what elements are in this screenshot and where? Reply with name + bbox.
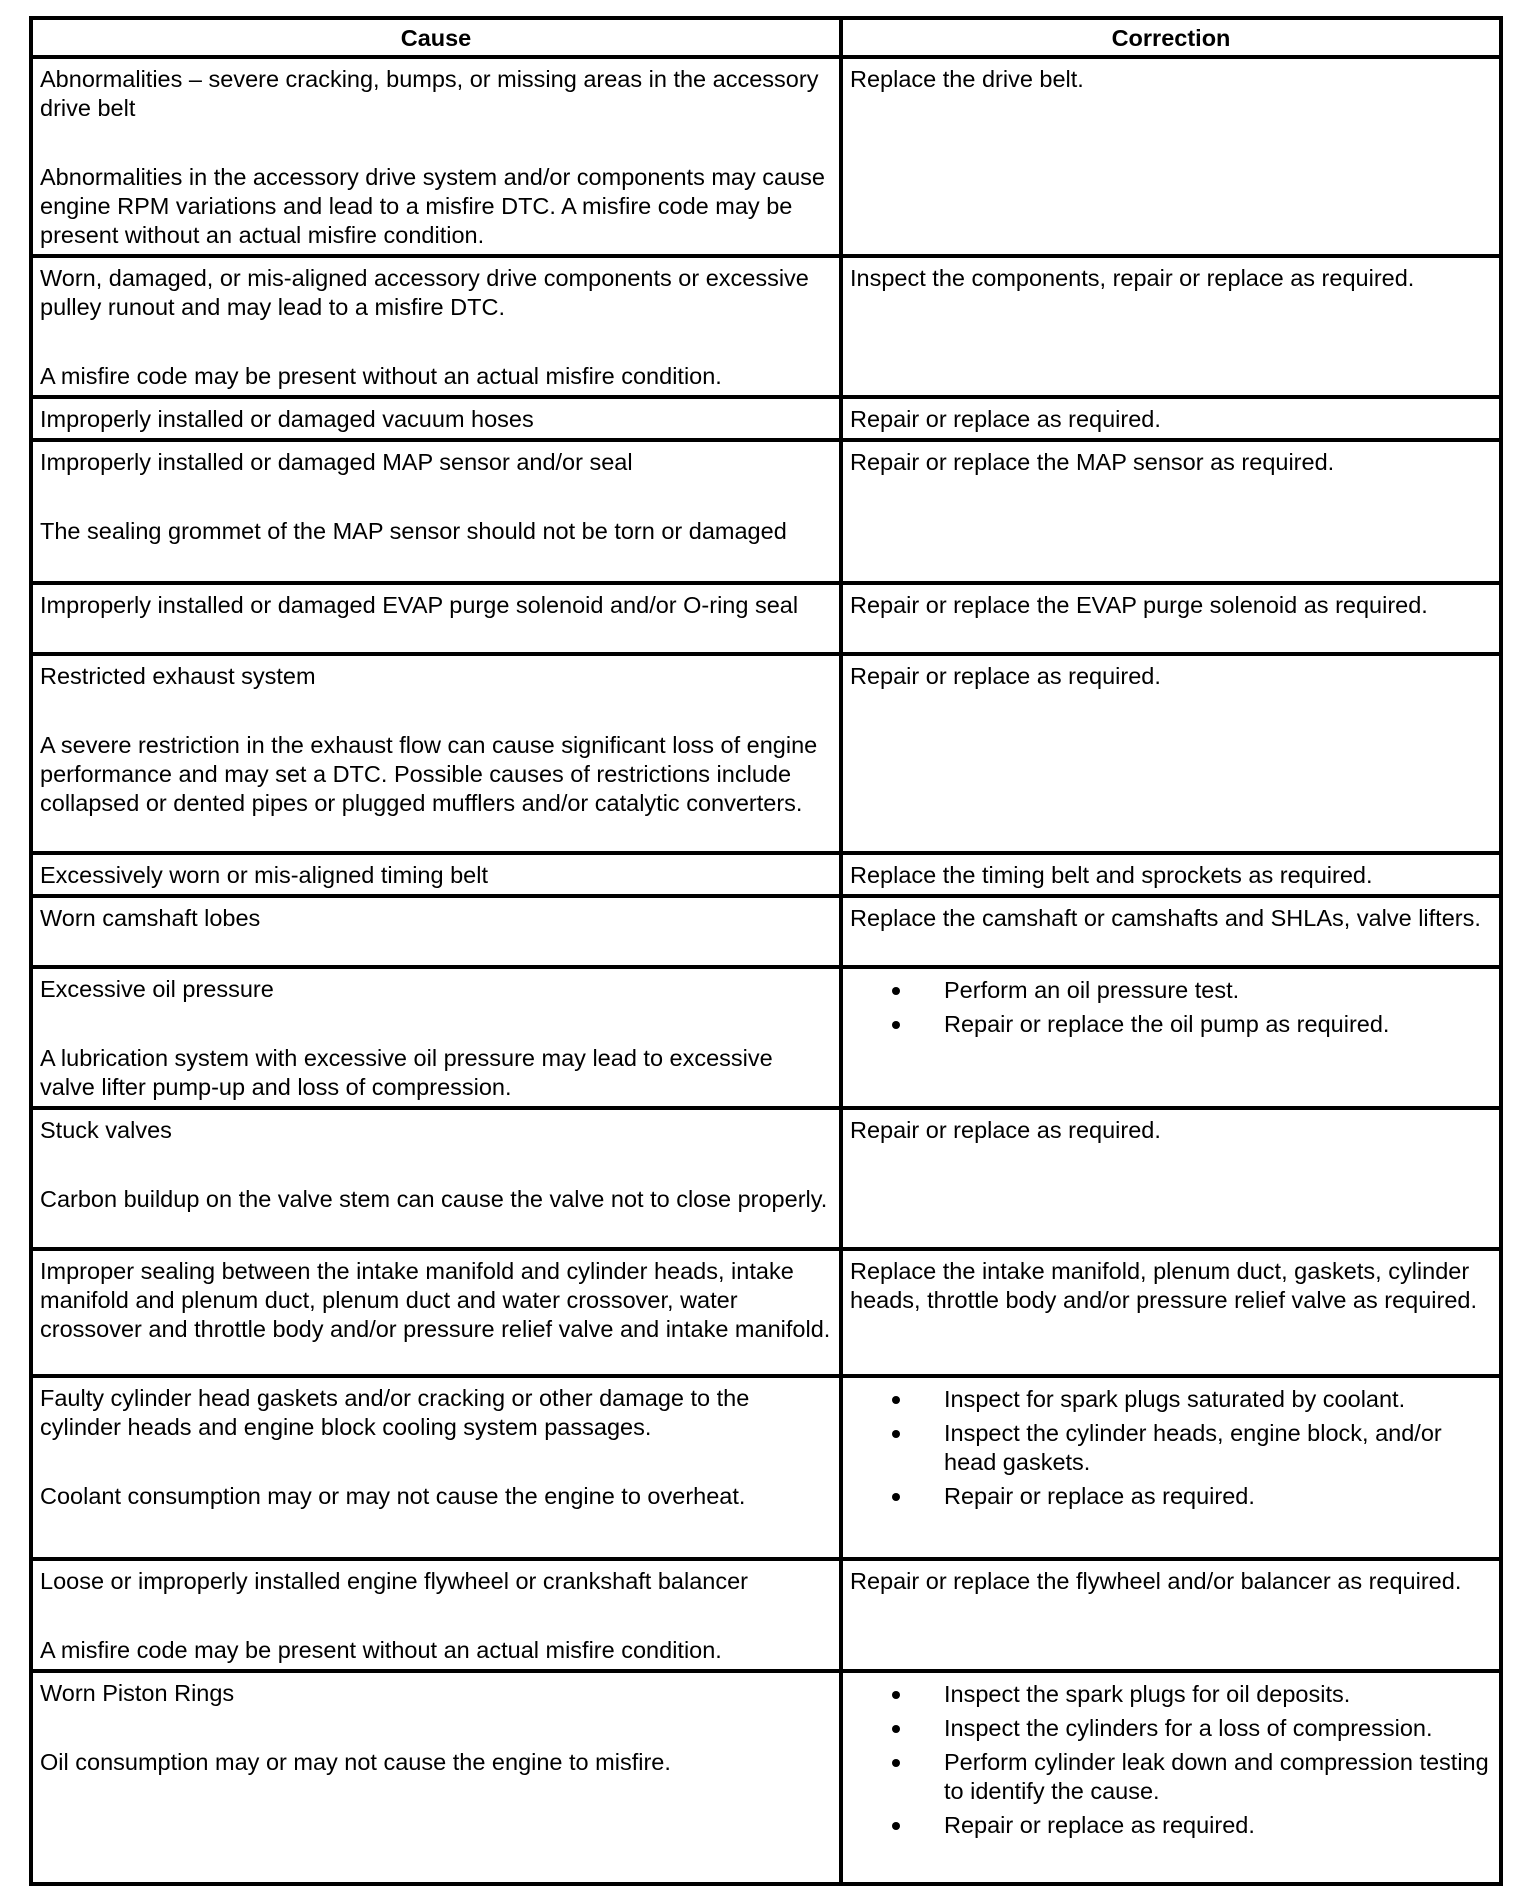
cause-text: Abnormalities in the accessory drive system and/or components may cause engine RPM variations and lead to a misfire DTC. A misfire code may be present without an actual misfire condition. xyxy=(40,164,825,248)
correction-text: Repair or replace as required. xyxy=(850,663,1161,689)
correction-bullet-text: Repair or replace as required. xyxy=(944,1483,1255,1509)
cause-cell xyxy=(31,853,841,896)
correction-text: Repair or replace the EVAP purge solenoid as required. xyxy=(850,592,1428,618)
correction-text: Replace the camshaft or camshafts and SHLAs, valve lifters. xyxy=(850,905,1481,931)
table-row xyxy=(31,1249,1501,1376)
correction-bullet-item xyxy=(944,1419,1492,1477)
correction-bullet-text: Inspect the cylinder heads, engine block, and/or head gaskets. xyxy=(944,1420,1442,1475)
correction-text: Replace the drive belt. xyxy=(850,66,1084,92)
table-row xyxy=(31,57,1501,256)
cause-text: Improper sealing between the intake manifold and cylinder heads, intake manifold and plenum duct, plenum duct and water crossover, water crossover and throttle body and/or pressure relief valve and intake manifold. xyxy=(40,1258,831,1342)
cause-text: A misfire code may be present without an actual misfire condition. xyxy=(40,1637,722,1663)
table-row xyxy=(31,853,1501,896)
table-row xyxy=(31,896,1501,967)
header-correction: Correction xyxy=(841,18,1501,57)
correction-bullet-text: Inspect the cylinders for a loss of compression. xyxy=(944,1715,1433,1741)
table-row xyxy=(31,1376,1501,1559)
cause-cell xyxy=(31,1671,841,1884)
correction-cell xyxy=(841,57,1501,256)
correction-text: Repair or replace the flywheel and/or balancer as required. xyxy=(850,1568,1462,1594)
cause-text: Abnormalities – severe cracking, bumps, or missing areas in the accessory drive belt xyxy=(40,66,819,121)
correction-cell xyxy=(841,583,1501,654)
correction-bullet-text: Inspect the spark plugs for oil deposits. xyxy=(944,1681,1351,1707)
correction-text: Replace the intake manifold, plenum duct, gaskets, cylinder heads, throttle body and/or pressure relief valve as required. xyxy=(850,1258,1478,1313)
cause-text: Restricted exhaust system xyxy=(40,663,316,689)
cause-text: Improperly installed or damaged EVAP purge solenoid and/or O-ring seal xyxy=(40,592,799,618)
table-row xyxy=(31,1671,1501,1884)
table-body xyxy=(31,57,1501,1884)
cause-cell xyxy=(31,397,841,440)
cause-text: Stuck valves xyxy=(40,1117,172,1143)
correction-cell xyxy=(841,1671,1501,1884)
correction-bullet-item xyxy=(944,1385,1492,1414)
correction-bullet-item xyxy=(944,1482,1492,1511)
table-row xyxy=(31,440,1501,583)
correction-cell xyxy=(841,1376,1501,1559)
cause-cell xyxy=(31,1249,841,1376)
cause-cell xyxy=(31,896,841,967)
bullet-icon xyxy=(892,1021,900,1029)
cause-text: A misfire code may be present without an actual misfire condition. xyxy=(40,363,722,389)
table-header xyxy=(31,18,1501,57)
cause-cell xyxy=(31,256,841,397)
correction-bullet-text: Repair or replace the oil pump as required. xyxy=(944,1011,1390,1037)
cause-text: Oil consumption may or may not cause the engine to misfire. xyxy=(40,1749,671,1775)
bullet-icon xyxy=(892,1396,900,1404)
table-row xyxy=(31,1559,1501,1671)
correction-bullet-item xyxy=(944,1680,1492,1709)
correction-cell xyxy=(841,1249,1501,1376)
bullet-icon xyxy=(892,1759,900,1767)
cause-text: Excessive oil pressure xyxy=(40,976,274,1002)
correction-bullet-text: Perform an oil pressure test. xyxy=(944,977,1240,1003)
header-cause: Cause xyxy=(31,18,841,57)
cause-text: Worn, damaged, or mis-aligned accessory drive components or excessive pulley runout and may lead to a misfire DTC. xyxy=(40,265,809,320)
correction-cell xyxy=(841,967,1501,1108)
cause-cell xyxy=(31,1108,841,1249)
correction-cell xyxy=(841,896,1501,967)
cause-cell xyxy=(31,440,841,583)
cause-correction-table xyxy=(29,16,1503,1886)
cause-text: Excessively worn or mis-aligned timing belt xyxy=(40,862,488,888)
cause-text: The sealing grommet of the MAP sensor should not be torn or damaged xyxy=(40,518,787,544)
cause-cell xyxy=(31,1376,841,1559)
cause-text: Loose or improperly installed engine flywheel or crankshaft balancer xyxy=(40,1568,748,1594)
correction-cell xyxy=(841,1108,1501,1249)
cause-text: A lubrication system with excessive oil pressure may lead to excessive valve lifter pump-up and loss of compression. xyxy=(40,1045,773,1100)
cause-cell xyxy=(31,654,841,853)
bullet-icon xyxy=(892,1493,900,1501)
table-row xyxy=(31,256,1501,397)
cause-cell xyxy=(31,967,841,1108)
bullet-icon xyxy=(892,1430,900,1438)
correction-text: Replace the timing belt and sprockets as required. xyxy=(850,862,1373,888)
correction-bullet-list xyxy=(850,976,1492,1039)
bullet-icon xyxy=(892,1822,900,1830)
header-row xyxy=(31,18,1501,57)
table-row xyxy=(31,397,1501,440)
table-row xyxy=(31,654,1501,853)
correction-text: Inspect the components, repair or replace as required. xyxy=(850,265,1415,291)
cause-text: Faulty cylinder head gaskets and/or cracking or other damage to the cylinder heads and engine block cooling system passages. xyxy=(40,1385,750,1440)
cause-text: Improperly installed or damaged vacuum hoses xyxy=(40,406,534,432)
correction-bullet-list xyxy=(850,1680,1492,1840)
correction-cell xyxy=(841,397,1501,440)
correction-bullet-item xyxy=(944,1714,1492,1743)
table-row xyxy=(31,1108,1501,1249)
cause-text: Worn Piston Rings xyxy=(40,1680,235,1706)
table-row xyxy=(31,583,1501,654)
correction-bullet-item xyxy=(944,1748,1492,1806)
correction-cell xyxy=(841,1559,1501,1671)
bullet-icon xyxy=(892,1691,900,1699)
correction-bullet-text: Repair or replace as required. xyxy=(944,1812,1255,1838)
correction-cell xyxy=(841,654,1501,853)
correction-bullet-list xyxy=(850,1385,1492,1511)
cause-cell xyxy=(31,1559,841,1671)
correction-cell xyxy=(841,440,1501,583)
cause-text: Improperly installed or damaged MAP sensor and/or seal xyxy=(40,449,633,475)
correction-text: Repair or replace the MAP sensor as required. xyxy=(850,449,1335,475)
cause-text: Coolant consumption may or may not cause the engine to overheat. xyxy=(40,1483,746,1509)
bullet-icon xyxy=(892,987,900,995)
correction-cell xyxy=(841,853,1501,896)
correction-bullet-item xyxy=(944,1811,1492,1840)
correction-bullet-text: Inspect for spark plugs saturated by coolant. xyxy=(944,1386,1406,1412)
cause-cell xyxy=(31,57,841,256)
correction-bullet-item xyxy=(944,1010,1492,1039)
cause-text: Carbon buildup on the valve stem can cause the valve not to close properly. xyxy=(40,1186,828,1212)
cause-cell xyxy=(31,583,841,654)
cause-text: Worn camshaft lobes xyxy=(40,905,261,931)
correction-text: Repair or replace as required. xyxy=(850,1117,1161,1143)
cause-text: A severe restriction in the exhaust flow can cause significant loss of engine performance and may set a DTC. Possible causes of restrictions include collapsed or dented pipes or plugged mufflers and/or catalytic converters. xyxy=(40,732,818,816)
correction-text: Repair or replace as required. xyxy=(850,406,1161,432)
correction-bullet-text: Perform cylinder leak down and compression testing to identify the cause. xyxy=(944,1749,1489,1804)
bullet-icon xyxy=(892,1725,900,1733)
correction-bullet-item xyxy=(944,976,1492,1005)
table-row xyxy=(31,967,1501,1108)
correction-cell xyxy=(841,256,1501,397)
